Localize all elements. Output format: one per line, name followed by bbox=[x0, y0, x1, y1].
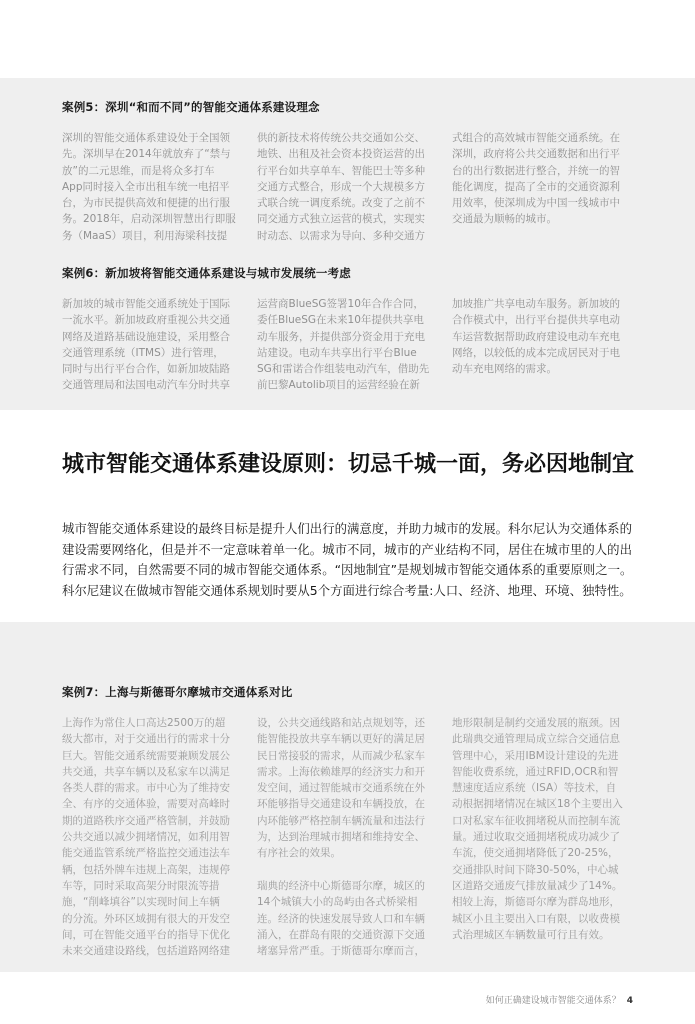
text-line: 台，为市民提供高效和便捷的出行服 bbox=[62, 197, 230, 210]
text-line: 务。2018年，启动深圳智慧出行即服 bbox=[62, 213, 236, 226]
case5-column-1 bbox=[62, 130, 247, 244]
text-line: 为，达到治理城市拥堵和维持安全、 bbox=[257, 831, 425, 844]
text-line: 台的出行数据进行整合，并统一的智 bbox=[452, 164, 620, 177]
text-line: 委任BlueSG在未来10年提供共享电 bbox=[257, 314, 424, 327]
text-line: 车运营数据帮助政府建设电动车充电 bbox=[452, 330, 620, 343]
case5-column-3 bbox=[452, 130, 637, 228]
case6-column-2 bbox=[257, 296, 442, 394]
section-intro-paragraph: 城市智能交通体系建设的最终目标是提升人们出行的满意度，并助力城市的发展。科尔尼认为交通体系的建设需要网络化，但是并不一定意味着单一化。城市不同，城市的产业结构不同，居住在城市里的人的出行需求不同，自然需要不同的城市智能交通体系。“因地制宜”是规划城市智能交通体系的重要原则之一。科尔尼建议在做城市智能交通体系规划时要从5个方面进行综合考量:人口、经济、地理、环境、独特性。 bbox=[62, 521, 633, 598]
text-line: 区道路交通废气排放量减少了14%。 bbox=[452, 879, 623, 892]
page-footer bbox=[486, 993, 633, 1006]
text-line: 时动态、以需求为导向、多种交通方 bbox=[257, 229, 425, 242]
case7-column-2 bbox=[257, 715, 442, 959]
text-line: 放”的二元思维，而是将众多打车 bbox=[62, 164, 215, 177]
text-line: 未来交通建设路线，包括道路网络建 bbox=[62, 945, 230, 958]
text-line: App同时接入全市出租车统一电招平 bbox=[62, 180, 230, 193]
text-line: 一流水平。新加坡政府重视公共交通 bbox=[62, 314, 230, 327]
text-line: 加坡推广共享电动车服务。新加坡的 bbox=[452, 298, 620, 310]
case6-column-3 bbox=[452, 296, 637, 377]
text-line: 交通管理局和法国电动汽车分时共享 bbox=[62, 379, 230, 392]
text-line: 用效率，使深圳成为中国一线城市中 bbox=[452, 197, 620, 210]
text-line: 城区小且主要出入口有限，以收费模 bbox=[452, 912, 620, 925]
case5-column-2 bbox=[257, 130, 442, 244]
text-line: 14个城镇大小的岛屿由各式桥梁相 bbox=[257, 896, 418, 909]
text-line: 辆，包括外牌车违规上高架，违规停 bbox=[62, 863, 230, 876]
text-line: 间，可在智能交通平台的指导下优化 bbox=[62, 928, 230, 941]
text-line: 行平台如共享单车、智能巴士等多种 bbox=[257, 164, 425, 177]
text-line: 口对私家车征收拥堵税从而控制车流 bbox=[452, 814, 620, 827]
text-line: 内环能够严格控制车辆流量和违法行 bbox=[257, 814, 425, 827]
text-line: 环能够指导交通建设和车辆投放，在 bbox=[257, 798, 425, 811]
case7-column-3 bbox=[452, 715, 637, 943]
text-line: 新加坡的城市智能交通系统处于国际 bbox=[62, 298, 230, 310]
case7-column-1 bbox=[62, 715, 247, 959]
text-line: 先。深圳早在2014年就放弃了“禁与 bbox=[62, 148, 231, 161]
page-number: 4 bbox=[626, 996, 633, 1006]
text-line: 动车服务，并提供部分资金用于充电 bbox=[257, 330, 425, 343]
text-line: 动车充电网络的需求。 bbox=[452, 363, 557, 376]
text-line: 深圳的智能交通体系建设处于全国领 bbox=[62, 132, 230, 144]
text-line: 设，公共交通线路和站点规划等，还 bbox=[257, 717, 425, 729]
text-line: 式治理城区车辆数量可行且有效。 bbox=[452, 928, 610, 941]
text-line: 站建设。电动车共享出行平台Blue bbox=[257, 346, 417, 359]
text-line: 网络，以较低的成本完成居民对于电 bbox=[452, 346, 620, 359]
text-line: 供的新技术将传统公共交通如公交、 bbox=[257, 132, 425, 144]
text-line: 公共交通以减少拥堵情况，如利用智 bbox=[62, 831, 230, 844]
text-line: 管理中心，采用IBM设计建设的先进 bbox=[452, 749, 619, 762]
text-line: 同时与出行平台合作，如新加坡陆路 bbox=[62, 363, 230, 376]
text-line: 涌入，在群岛有限的交通资源下交通 bbox=[257, 928, 425, 941]
text-line: 相较上海，斯德哥尔摩为群岛地形， bbox=[452, 896, 620, 909]
text-line: 瑞典的经济中心斯德哥尔摩，城区的 bbox=[257, 879, 425, 892]
text-line: 地形限制是制约交通发展的瓶颈。因 bbox=[452, 717, 620, 729]
text-line: 能智能投放共享车辆以更好的满足居 bbox=[257, 733, 425, 746]
text-line: 前巴黎Autolib项目的运营经验在新 bbox=[257, 379, 420, 392]
text-line: 需求。上海依赖雄厚的经济实力和开 bbox=[257, 765, 425, 778]
text-line: 上海作为常住人口高达2500万的超 bbox=[62, 717, 226, 729]
text-line: 交通管理系统（ITMS）进行管理， bbox=[62, 346, 224, 359]
text-line: 量。通过收取交通拥堵税成功减少了 bbox=[452, 831, 620, 844]
text-line: 交通方式整合，形成一个大规模多方 bbox=[257, 180, 425, 193]
text-line: 发空间，通过智能城市交通系统在外 bbox=[257, 782, 425, 795]
text-line: 各类人群的需求。市中心为了维持安 bbox=[62, 782, 230, 795]
text-line: 共交通，共享车辆以及私家车以满足 bbox=[62, 765, 230, 778]
text-line: 的分流。外环区域拥有很大的开发空 bbox=[62, 912, 230, 925]
text-line: 民日常接驳的需求，从而减少私家车 bbox=[257, 749, 425, 762]
text-line: 车流，使交通拥堵降低了20-25%， bbox=[452, 847, 619, 860]
section-heading: 城市智能交通体系建设原则：切忌千城一面，务必因地制宜 bbox=[62, 452, 635, 477]
text-line: 连。经济的快速发展导致人口和车辆 bbox=[257, 912, 425, 925]
case6-column-1 bbox=[62, 296, 247, 394]
text-line: 能交通监管系统严格监控交通违法车 bbox=[62, 847, 230, 860]
text-line: 地铁、出租及社会资本投资运营的出 bbox=[257, 148, 425, 161]
text-line: 深圳，政府将公共交通数据和出行平 bbox=[452, 148, 620, 161]
text-line: 能化调度，提高了全市的交通资源利 bbox=[452, 180, 620, 193]
text-line: 堵塞异常严重。于斯德哥尔摩而言， bbox=[257, 945, 425, 958]
text-line: 交通排队时间下降30-50%，中心城 bbox=[452, 863, 619, 876]
text-line: 施，“削峰填谷”以实现时间上车辆 bbox=[62, 896, 220, 909]
text-line: 网络及道路基础设施建设，采用整合 bbox=[62, 330, 230, 343]
text-line: 务（MaaS）项目，利用海梁科技提 bbox=[62, 229, 228, 242]
text-line: 同交通方式独立运营的模式，实现实 bbox=[257, 213, 425, 226]
case7-title: 案例7：上海与斯德哥尔摩城市交通体系对比 bbox=[62, 685, 293, 699]
text-line: 巨大。智能交通系统需要兼顾发展公 bbox=[62, 749, 230, 762]
text-line bbox=[257, 862, 442, 878]
text-line: 级大都市，对于交通出行的需求十分 bbox=[62, 733, 230, 746]
case5-title: 案例5：深圳“和而不同”的智能交通体系建设理念 bbox=[62, 100, 320, 114]
footer-title: 如何正确建设城市智能交通体系？ bbox=[485, 996, 621, 1006]
text-line: SG和雷诺合作组装电动汽车，借助先 bbox=[257, 363, 430, 376]
text-line: 式联合统一调度系统。改变了之前不 bbox=[257, 197, 425, 210]
text-line: 车等，同时采取高架分时限流等措 bbox=[62, 879, 220, 892]
text-line: 全、有序的交通体验，需要对高峰时 bbox=[62, 798, 230, 811]
text-line: 合作模式中，出行平台提供共享电动 bbox=[452, 314, 620, 327]
text-line: 交通最为顺畅的城市。 bbox=[452, 213, 557, 226]
text-line: 动根据拥堵情况在城区18个主要出入 bbox=[452, 798, 623, 811]
text-line: 此瑞典交通管理局成立综合交通信息 bbox=[452, 733, 620, 746]
text-line: 有序社会的效果。 bbox=[257, 847, 341, 860]
text-line: 运营商BlueSG签署10年合作合同， bbox=[257, 298, 424, 310]
case6-title: 案例6：新加坡将智能交通体系建设与城市发展统一考虑 bbox=[62, 266, 351, 280]
text-line: 期的道路秩序交通严格管制，并鼓励 bbox=[62, 814, 230, 827]
text-line: 智能收费系统，通过RFID,OCR和智 bbox=[452, 765, 619, 778]
text-line: 式组合的高效城市智能交通系统。在 bbox=[452, 132, 620, 144]
text-line: 慧速度适应系统（ISA）等技术，自 bbox=[452, 782, 617, 795]
